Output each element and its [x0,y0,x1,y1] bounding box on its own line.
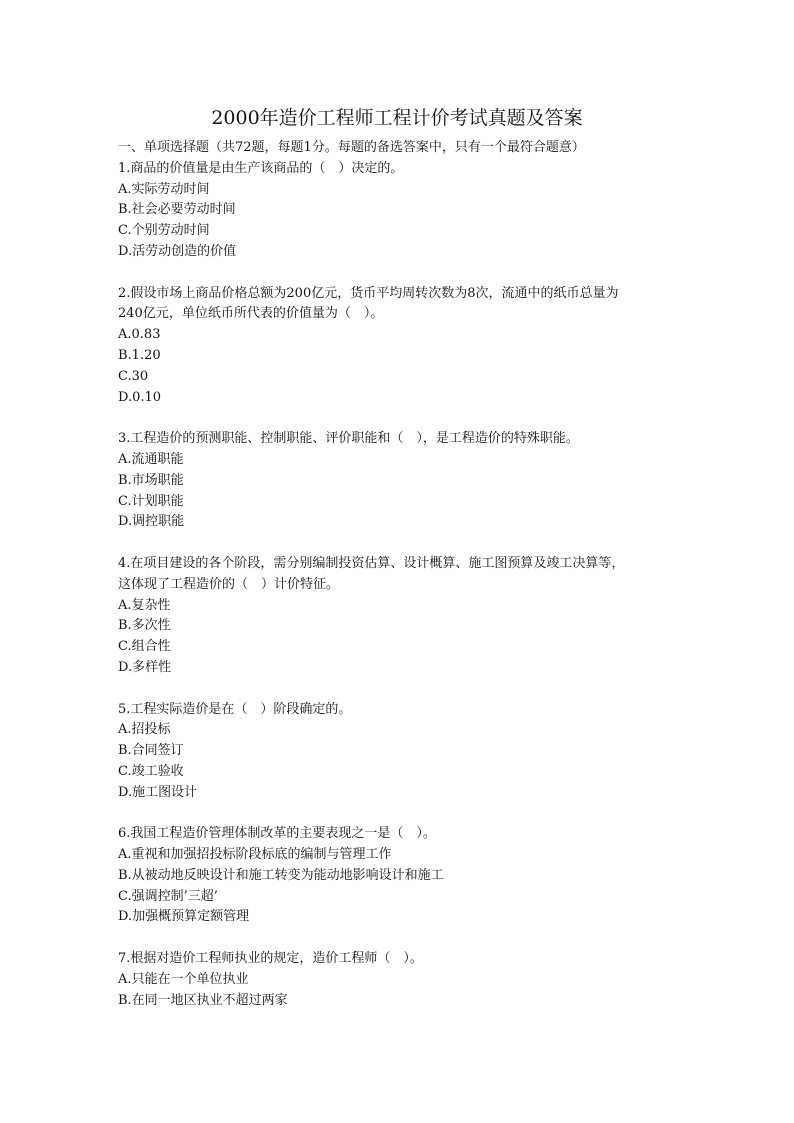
answer-option: C.竣工验收 [118,763,184,779]
question-2 [118,284,678,409]
question-stem-line: 2.假设市场上商品价格总额为200亿元，货币平均周转次数为8次，流通中的纸币总量为 [118,285,619,301]
question-1 [118,159,678,263]
answer-option: D.多样性 [118,659,172,675]
answer-option: B.合同签订 [118,743,184,759]
answer-option: A.重视和加强招投标阶段标底的编制与管理工作 [118,847,392,863]
question-list [118,159,678,1012]
answer-option: B.社会必要劳动时间 [118,202,236,218]
answer-option: B.市场职能 [118,472,184,488]
answer-option: A.只能在一个单位执业 [118,971,249,987]
answer-option: C.30 [118,368,149,384]
answer-option: C.强调控制’三超’ [118,888,218,904]
answer-option: C.计划职能 [118,493,184,509]
document-body [118,138,678,1011]
answer-option: D.调控职能 [118,514,185,530]
document-title: 2000年造价工程师工程计价考试真题及答案 [211,107,583,129]
answer-option: D.加强概预算定额管理 [118,909,250,925]
section-header: 一、单项选择题（共72题，每题1分。每题的备选答案中，只有一个最符合题意） [118,140,585,155]
answer-option: A.复杂性 [118,597,171,613]
answer-option: A.实际劳动时间 [118,181,210,197]
question-stem-line: 5.工程实际造价是在（ ）阶段确定的。 [118,701,352,717]
question-stem-line: 1.商品的价值量是由生产该商品的（ ）决定的。 [118,160,404,176]
answer-option: B.从被动地反映设计和施工转变为能动地影响设计和施工 [118,867,444,883]
answer-option: C.个别劳动时间 [118,223,210,239]
question-6 [118,824,678,928]
question-stem-line: 4.在项目建设的各个阶段，需分别编制投资估算、设计概算、施工图预算及竣工决算等， [118,555,625,571]
question-stem-line: 这体现了工程造价的（ ）计价特征。 [118,576,340,592]
answer-option: A.招投标 [118,722,171,738]
question-stem-line: 7.根据对造价工程师执业的规定，造价工程师（ ）。 [118,951,423,967]
answer-option: B.在同一地区执业不超过两家 [118,992,288,1008]
answer-option: D.活劳动创造的价值 [118,243,237,259]
question-stem-line: 240亿元，单位纸币所代表的价值量为（ ）。 [118,306,384,322]
question-stem-line: 6.我国工程造价管理体制改革的主要表现之一是（ ）。 [118,826,436,842]
answer-option: B.多次性 [118,618,171,634]
answer-option: D.0.10 [118,389,162,405]
answer-option: A.流通职能 [118,451,184,467]
question-5 [118,700,678,804]
question-stem-line: 3.工程造价的预测职能、控制职能、评价职能和（ ），是工程造价的特殊职能。 [118,431,579,447]
answer-option: A.0.83 [118,327,161,343]
answer-option: B.1.20 [118,347,161,363]
question-3 [118,429,678,533]
question-7 [118,949,678,1011]
answer-option: C.组合性 [118,639,171,655]
question-4 [118,554,678,679]
answer-option: D.施工图设计 [118,784,198,800]
